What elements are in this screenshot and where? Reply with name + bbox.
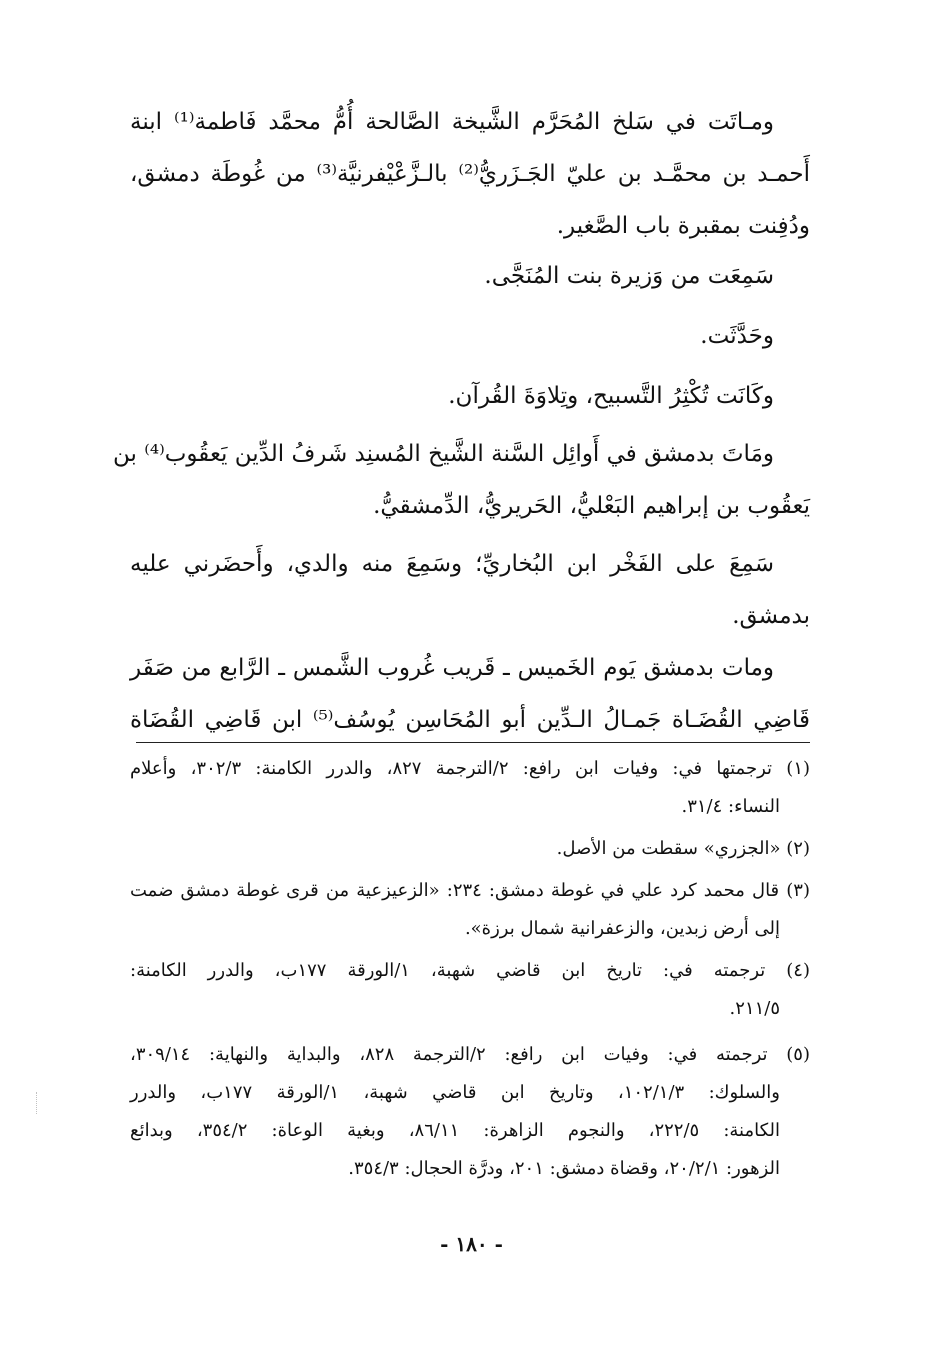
main-text-4: [130, 370, 810, 422]
main-text-2: [130, 250, 810, 302]
main-text-6: [130, 538, 810, 642]
main-text-7: [130, 642, 810, 746]
footnote-line: (١) ترجمتها في: وفيات ابن رافع: ٢/الترجمة ٨٢٧، والدرر الكامنة: ٣٠٢/٣، وأعلام: [130, 758, 811, 779]
footnote-line: إلى أرض زبدين، والزعفرانية شمال برزة».: [464, 918, 780, 939]
main-text-3: [130, 310, 810, 362]
text-line: ودُفِنت بمقبرة باب الصَّغير.: [556, 213, 810, 239]
footnote-5: [130, 1036, 810, 1188]
footnote-2: [130, 830, 810, 868]
paragraph-yusuf-death: [130, 642, 810, 746]
footnote-4: [130, 952, 810, 1028]
paragraph-heard-from: سَمِعَت من وَزيرة بنت المُنَجَّى.: [484, 263, 774, 289]
footnote-line: (٤) ترجمته في: تاريخ ابن قاضي شهبة، ١/الورقة ١٧٧ب، والدرر الكامنة:: [130, 960, 810, 981]
paragraph-heard-fakhr: [130, 538, 810, 642]
paragraph-yaqub-death: [113, 428, 810, 532]
paragraph-tasbih: وكَانَت تُكْثِرُ التَّسبيح، وتِلاوَةَ القُرآن.: [448, 383, 774, 409]
footnote-line: الكامنة: ٢٢٢/٥، والنجوم الزاهرة: ٨٦/١١، وبغية الوعاة: ٣٥٤/٢، وبدائع: [130, 1120, 781, 1141]
text-line: ومـاتَت في سَلخ المُحَرَّم الشَّيخة الصَّالحة أُمُّ محمَّد فَاطمة⁽¹⁾ ابنة: [130, 109, 774, 135]
footnote-line: والسلوك: ١٠٢/١/٣، وتاريخ ابن قاضي شهبة، ١/الورقة ١٧٧ب، والدرر: [130, 1082, 780, 1103]
paragraph-narrated: وحَدَّثَت.: [700, 323, 774, 349]
main-text-5: [113, 428, 810, 532]
footnote-1: [130, 750, 810, 826]
footnote-line: ٢١١/٥.: [729, 998, 780, 1019]
text-line: يَعقُوب بن إبراهيم البَعْليُّ، الحَريريُّ، الدِّمشقيُّ.: [373, 493, 810, 519]
paragraph-fatima-death: [130, 96, 810, 252]
text-line: قَاضِي القُضَـاة جَمـالُ الـدِّين أبو المُحَاسِن يُوسُف⁽⁵⁾ ابن قَاضِي القُضَاة: [130, 707, 811, 733]
text-line: سَمِعَ على الفَخْر ابن البُخاريِّ؛ وسَمِعَ منه والدي، وأَحضَرني عليه: [130, 551, 774, 577]
footnote-separator: [136, 742, 810, 743]
footnote-3: [130, 872, 810, 948]
footnotes: [130, 750, 810, 1188]
footnote-line: الزهور: ٢٠/٢/١، وقضاة دمشق: ٢٠١، ودرَّة الحجال: ٣٥٤/٣.: [348, 1158, 780, 1179]
page-number: - ١٨٠ -: [440, 1232, 503, 1256]
footnote-line: (٢) «الجزري» سقطت من الأصل.: [556, 838, 810, 859]
scan-speck: [36, 1092, 47, 1114]
text-line: ومات بدمشق يَوم الخَميس ـ قَريب غُروب الشَّمس ـ الرَّابع من صَفَر: [130, 655, 774, 681]
text-line: ومَاتَ بدمشق في أَوائِل السَّنة الشَّيخ المُسنِد شَرفُ الدِّين يَعقُوب⁽⁴⁾ بن: [113, 441, 774, 467]
footnote-line: النساء: ٣١/٤.: [681, 796, 780, 817]
text-line: بدمشق.: [732, 603, 810, 629]
text-line: أَحمـد بن محمَّـد بن عليّ الجَـزَريُّ⁽²⁾ بالـزَّعْيْفرنيَّة⁽³⁾ من غُوطَة دمشق،: [130, 161, 810, 187]
footnote-line: (٥) ترجمته في: وفيات ابن رافع: ٢/الترجمة ٨٢٨، والبداية والنهاية: ٣٠٩/١٤،: [130, 1044, 810, 1065]
footnote-line: (٣) قال محمد كرد علي في غوطة دمشق: ٢٣٤: «الزعيزعية من قرى غوطة دمشق ضمت: [130, 880, 810, 901]
main-text: [130, 96, 810, 252]
